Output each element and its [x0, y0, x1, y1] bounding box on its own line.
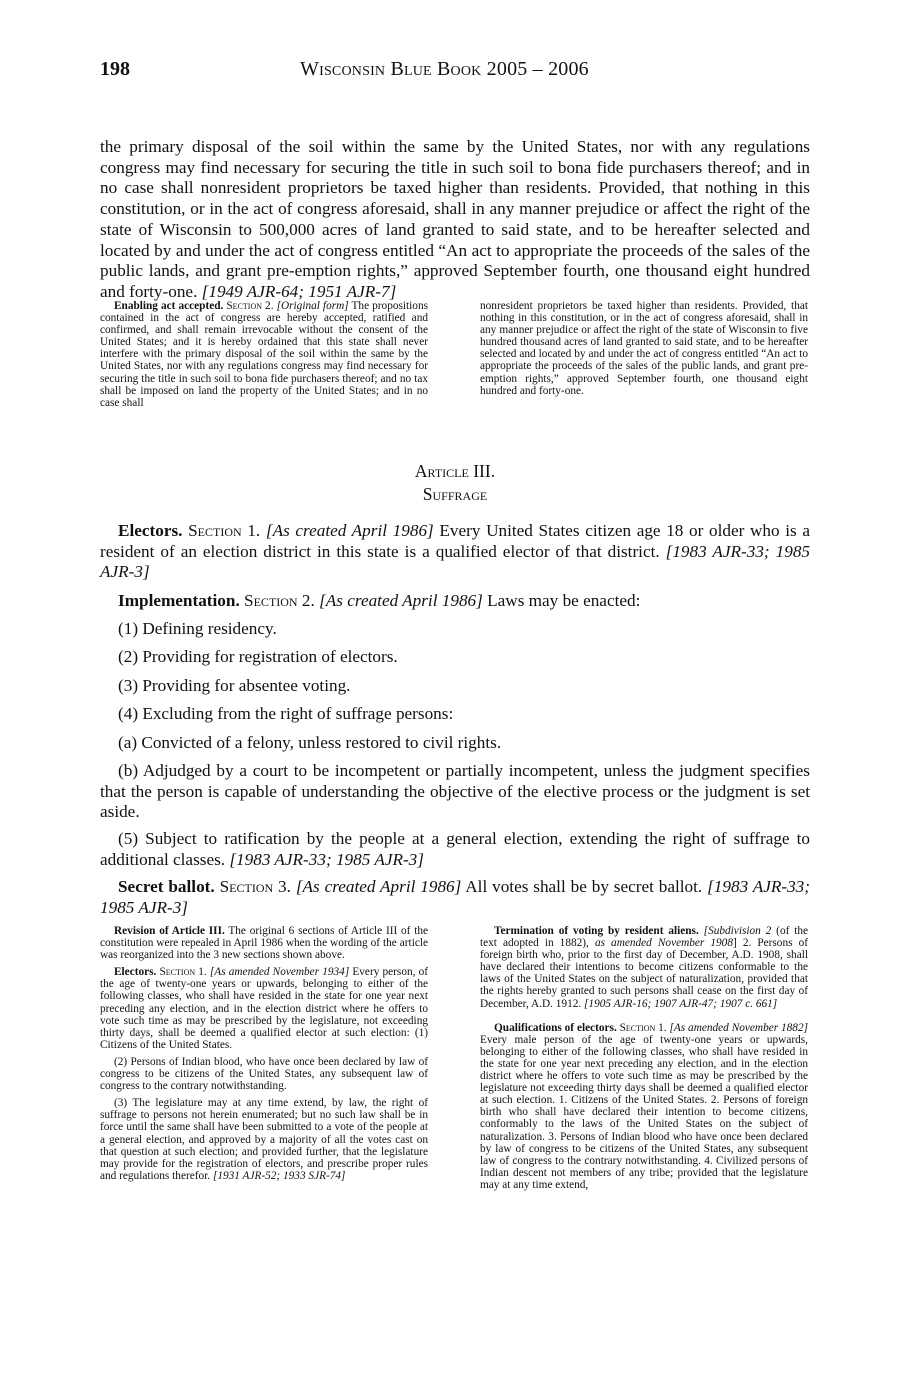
top-paragraph-text: the primary disposal of the soil within the same by the United States, nor with any regulations congress may find necessary for securing the title in such soil to bona fide purchasers thereof; and in no case shall nonresident proprietors be taxed higher than residents. Provided, that nothing in this constitution, or in the act of congress aforesaid, shall in any manner prejudice or affect the right of the state of Wisconsin to 500,000 acres of land granted to said state, and to be hereafter selected and located by and under the act of congress entitled “An act to appropriate the proceeds of the sales of the public lands, and grant pre-emption rights,” approved September fourth, one thousand eight hundred and forty-one. — [100, 137, 810, 301]
electors-text: Every United States citizen age 18 or older who is a resident of an election district in this state is a qualified elector of that district. — [100, 521, 811, 561]
implementation-item-5-text: (5) Subject to ratification by the people at a general election, extending the right of suffrage to additional classes. — [100, 829, 810, 869]
enabling-note-right-text: nonresident proprietors be taxed higher than residents. Provided, that nothing in this constitution, or in the act of congress aforesaid, shall in any manner prejudice or affect the right of the state of Wisconsin to five hundred thousand acres of land granted to said state, and to be hereafter selected and located by and under the act of congress entitled “An act to appropriate the proceeds of the sales of the public lands, and grant pre-emption rights,” approved September fourth, one thousand eight hundred and forty-one. — [480, 300, 808, 397]
termination-form-a: [Subdivision 2 — [703, 925, 772, 937]
top-paragraph — [100, 137, 810, 303]
electors-section — [100, 521, 810, 583]
implementation-item-3: (3) Providing for absentee voting. — [118, 676, 351, 695]
secret-ballot-section — [100, 877, 810, 918]
old-electors-text: Every person, of the age of twenty-one years or upwards, belonging to either of the following classes, who shall have resided in the state for one year next preceding any election, and in the election district where he offers to vote such time as may be prescribed by the legislature, not exceeding thirty days, shall be deemed a qualified elector at such election: (1) Citizens of the United States. — [100, 966, 428, 1051]
implementation-section — [100, 591, 810, 612]
implementation-title: Implementation. — [118, 591, 240, 610]
enabling-note-right — [480, 300, 808, 402]
implementation-item-b-text: (b) Adjudged by a court to be incompetent or partially incompetent, unless the judgment specifies that the person is capable of understanding the objective of the elective process or the judgment is set aside. — [100, 761, 810, 822]
article-number: Article III. — [414, 461, 496, 481]
electors-citation: [1983 AJR-33; 1985 AJR-3] — [100, 541, 811, 582]
qualifications-text: Every male person of the age of twenty-one years or upwards, belonging to either of the following classes, who shall have resided in the state for one year next preceding any election, and in the election district where he offers to vote such time as may be prescribed by the legislature not exceeding thirty days shall be deemed a qualified elector at such election. 1. Citizens of the United States. 2. Persons of foreign birth who shall have declared their intention to become citizens, conformably to the laws of the United States on the subject of naturalization. 3. Persons of Indian blood who have once been declared by law of congress to be citizens of the United States, any subsequent law of congress to the contrary notwithstanding. 4. Civilized persons of Indian descent not members of any tribe; provided that the legislature may at any time extend, — [480, 1033, 808, 1191]
enabling-note-section: Section 2. — [226, 300, 274, 312]
implementation-item-a: (a) Convicted of a felony, unless restored to civil rights. — [118, 733, 502, 752]
implementation-form: [As created April 1986] — [319, 591, 483, 610]
implementation-item-b — [100, 761, 810, 823]
implementation-section-label: Section 2. — [244, 591, 315, 610]
qualifications-title: Qualifications of electors. — [494, 1021, 617, 1034]
enabling-note-left-text: The propositions contained in the act of congress are hereby accepted, ratified and confirmed, and shall remain irrevocable without the consent of the United States; and it is hereby ordained that this state shall never interfere with the primary disposal of the soil within the same by the United States, nor with any regulations congress may find necessary for securing the title in such soil to bona fide purchasers thereof; and no tax shall be imposed on land the property of the United States; and in no case shall — [100, 300, 429, 409]
page-number: 198 — [100, 58, 130, 80]
article-title: Suffrage — [422, 484, 488, 504]
running-title: Wisconsin Blue Book 2005 – 2006 — [300, 58, 589, 80]
termination-citation: [1905 AJR-16; 1907 AJR-47; 1907 c. 661] — [584, 997, 778, 1010]
qualifications-section: Section 1. — [619, 1021, 667, 1034]
implementation-item-2: (2) Providing for registration of electors. — [118, 647, 398, 666]
implementation-item-4: (4) Excluding from the right of suffrage persons: — [118, 704, 454, 723]
secret-ballot-citation: [1983 AJR-33; 1985 AJR-3] — [100, 877, 810, 917]
termination-form-c: as amended November 1908 — [594, 937, 733, 950]
qualifications-form: [As amended November 1882] — [669, 1021, 808, 1034]
revision-text: The original 6 sections of Article III of the constitution were repealed in April 1986 when the wording of the article was reorganized into the 3 new sections shown above. — [100, 925, 428, 962]
termination-title: Termination of voting by resident aliens. — [494, 925, 699, 937]
old-electors-para-3-citation: [1931 AJR-52; 1933 SJR-74] — [212, 1169, 346, 1182]
notes-left-column — [100, 925, 428, 1187]
old-electors-form: [As amended November 1934] — [209, 966, 350, 979]
termination-form-d: ] — [732, 937, 737, 950]
old-electors-para-2: (2) Persons of Indian blood, who have once been declared by law of congress to be citizens of the United States, any subsequent law of congress to the contrary notwithstanding. — [100, 1055, 428, 1093]
electors-section-label: Section 1. — [188, 521, 261, 540]
secret-ballot-section-label: Section 3. — [219, 877, 291, 896]
enabling-note-left — [100, 300, 428, 414]
implementation-item-5-citation: [1983 AJR-33; 1985 AJR-3] — [229, 849, 424, 869]
page-header — [100, 58, 810, 82]
secret-ballot-title: Secret ballot. — [118, 877, 215, 896]
termination-text: 2. Persons of foreign birth who, prior to the first day of December, A.D. 1908, shall have declared their intentions to become citizens conformable to the laws of the United States on the subject of naturalization, provided that the rights hereby granted to such persons shall cease on the first day of December, A.D. 1912. — [480, 937, 808, 1010]
enabling-note-title: Enabling act accepted. — [114, 300, 224, 312]
old-electors-section: Section 1. — [159, 966, 207, 979]
top-paragraph-citation: [1949 AJR-64; 1951 AJR-7] — [201, 281, 397, 301]
implementation-item-1: (1) Defining residency. — [118, 619, 277, 638]
notes-right-column — [480, 925, 808, 1196]
old-electors-para-3: (3) The legislature may at any time extend, by law, the right of suffrage to persons not herein enumerated; but no such law shall be in force until the same shall have been submitted to a vote of the people at a general election, and approved by a majority of all the votes cast on that question at such election; and provided further, that the legislature may provide for the registration of electors, and prescribe proper rules and regulations therefor. — [100, 1097, 428, 1182]
revision-title: Revision of Article III. — [114, 925, 225, 937]
enabling-note-form: [Original form] — [276, 300, 349, 312]
secret-ballot-text: All votes shall be by secret ballot. — [461, 877, 708, 896]
implementation-text: Laws may be enacted: — [482, 591, 641, 610]
termination-form-b: (of the text adopted in 1882), — [480, 925, 809, 950]
old-electors-title: Electors. — [114, 966, 157, 979]
electors-form: [As created April 1986] — [265, 521, 434, 540]
secret-ballot-form: [As created April 1986] — [295, 877, 462, 896]
implementation-item-5 — [100, 829, 810, 870]
electors-title: Electors. — [118, 521, 183, 540]
